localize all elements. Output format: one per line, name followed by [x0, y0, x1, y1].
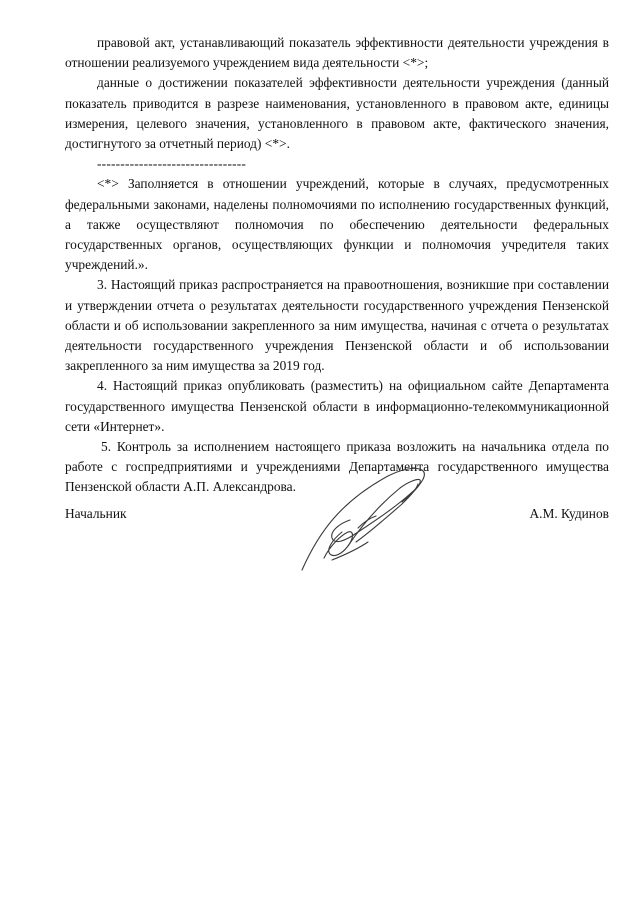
- paragraph-legal-act: правовой акт, устанавливающий показатель эффективности деятельности учреждения в отношении реализуемого учреждением вида деятельности <*>;: [65, 35, 609, 71]
- footnote-text: <*> Заполняется в отношении учреждений, которые в случаях, предусмотренных федеральными законами, наделены полномочиями по исполнению государственных функций, а также осуществляют полномочия по обеспечению деятельности федеральных государственных органов, осуществляющих функции и полномочия учредителя таких учреждений.».: [65, 176, 609, 273]
- footnote-separator: --------------------------------: [97, 156, 247, 172]
- document-body: [65, 33, 609, 498]
- paragraph-item-3: 3. Настоящий приказ распространяется на правоотношения, возникшие при составлении и утверждении отчета о результатах деятельности государственного учреждения Пензенской области и об использовании закрепленного за ним имущества, начиная с отчета о результатах деятельности государственного учреждения Пензенской области и об использовании закрепленного за ним имущества за 2019 год.: [65, 277, 609, 374]
- paragraph-item-5: 5. Контроль за исполнением настоящего приказа возложить на начальника отдела по работе с госпредприятиями и учреждениями Департамента государственного имущества Пензенской области А.П. Александрова.: [65, 439, 609, 495]
- paragraph-performance-data: данные о достижении показателей эффективности деятельности учреждения (данный показатель приводится в разрезе наименования, установленного в правовом акте, единицы измерения, целевого значения, установленного в правовом акте, фактического значения, достигнутого за отчетный период) <*>.: [65, 75, 609, 152]
- paragraph-item-4: 4. Настоящий приказ опубликовать (разместить) на официальном сайте Департамента государственного имущества Пензенской области в информационно-телекоммуникационной сети «Интернет».: [65, 378, 609, 434]
- handwritten-signature: [296, 462, 436, 577]
- signer-name: А.М. Кудинов: [529, 506, 609, 521]
- signer-title: Начальник: [65, 506, 127, 521]
